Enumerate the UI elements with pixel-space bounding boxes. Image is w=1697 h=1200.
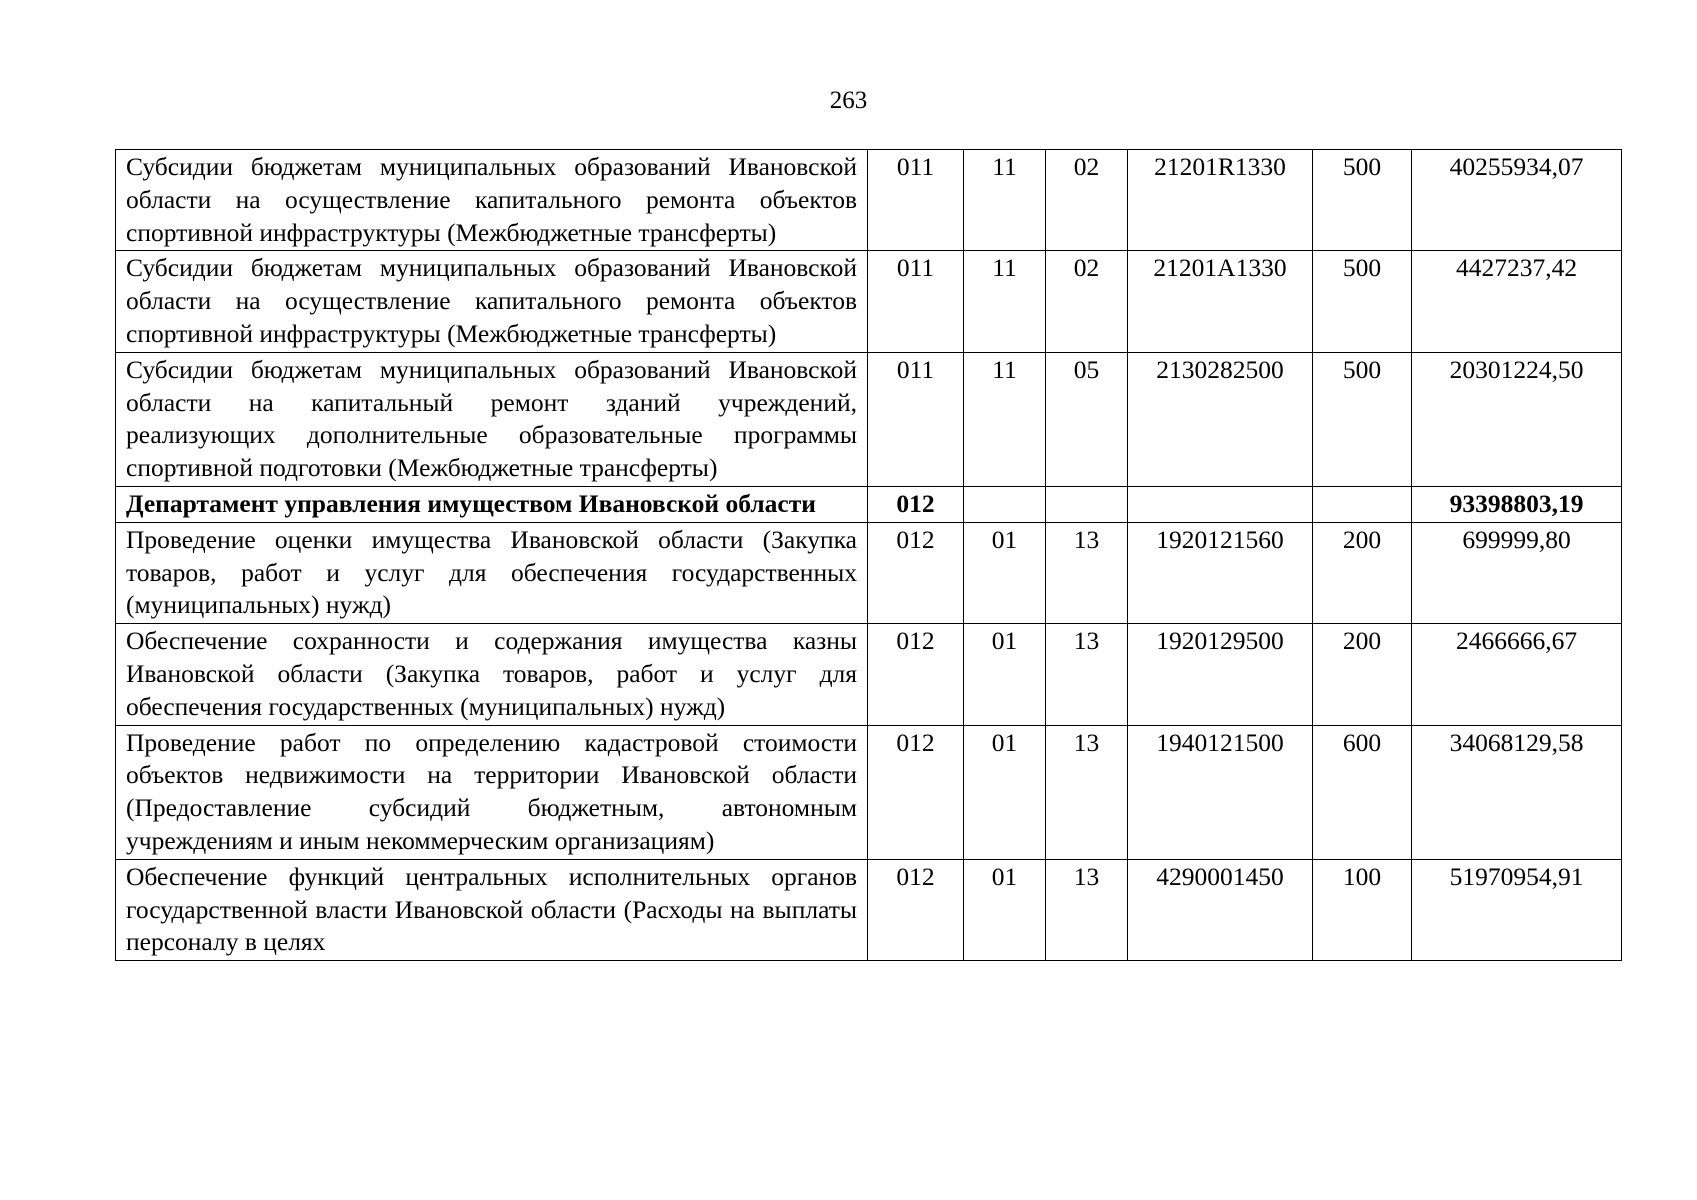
section-code: 01 bbox=[964, 624, 1046, 725]
page-number: 263 bbox=[829, 87, 868, 114]
ministry-code: 012 bbox=[868, 624, 964, 725]
amount: 699999,80 bbox=[1412, 522, 1622, 623]
subsection-code: 13 bbox=[1046, 624, 1128, 725]
row-name: Проведение работ по определению кадастровой стоимости объектов недвижимости на территории Ивановской области (Предоставление субсидий бюджетным, автономным учреждениям и иным некоммерческим организациям) bbox=[116, 725, 868, 859]
subsection-code: 13 bbox=[1046, 522, 1128, 623]
target-article-code: 1920121560 bbox=[1128, 522, 1313, 623]
row-name: Субсидии бюджетам муниципальных образований Ивановской области на осуществление капитального ремонта объектов спортивной инфраструктуры (Межбюджетные трансферты) bbox=[116, 150, 868, 251]
amount: 20301224,50 bbox=[1412, 352, 1622, 486]
amount: 51970954,91 bbox=[1412, 859, 1622, 960]
target-article-code: 2130282500 bbox=[1128, 352, 1313, 486]
ministry-code: 012 bbox=[868, 859, 964, 960]
row-name: Обеспечение функций центральных исполнительных органов государственной власти Ивановской области (Расходы на выплаты персоналу в целях bbox=[116, 859, 868, 960]
section-code: 11 bbox=[964, 251, 1046, 352]
ministry-code: 012 bbox=[868, 486, 964, 522]
table-row bbox=[116, 352, 1622, 486]
row-name: Субсидии бюджетам муниципальных образований Ивановской области на осуществление капитального ремонта объектов спортивной инфраструктуры (Межбюджетные трансферты) bbox=[116, 251, 868, 352]
expense-type-code: 100 bbox=[1313, 859, 1412, 960]
ministry-code: 011 bbox=[868, 150, 964, 251]
target-article-code bbox=[1128, 486, 1313, 522]
expense-type-code: 200 bbox=[1313, 522, 1412, 623]
expense-type-code bbox=[1313, 486, 1412, 522]
table-row bbox=[116, 859, 1622, 960]
amount: 4427237,42 bbox=[1412, 251, 1622, 352]
table-row bbox=[116, 725, 1622, 859]
target-article-code: 1920129500 bbox=[1128, 624, 1313, 725]
table-row bbox=[116, 624, 1622, 725]
expense-type-code: 500 bbox=[1313, 251, 1412, 352]
department-total-amount: 93398803,19 bbox=[1412, 486, 1622, 522]
target-article-code: 21201A1330 bbox=[1128, 251, 1313, 352]
subsection-code: 05 bbox=[1046, 352, 1128, 486]
section-code: 11 bbox=[964, 150, 1046, 251]
section-code: 01 bbox=[964, 522, 1046, 623]
budget-table bbox=[115, 149, 1622, 961]
target-article-code: 21201R1330 bbox=[1128, 150, 1313, 251]
table-row bbox=[116, 522, 1622, 623]
expense-type-code: 500 bbox=[1313, 150, 1412, 251]
section-code: 01 bbox=[964, 725, 1046, 859]
ministry-code: 012 bbox=[868, 522, 964, 623]
amount: 40255934,07 bbox=[1412, 150, 1622, 251]
expense-type-code: 500 bbox=[1313, 352, 1412, 486]
table-row bbox=[116, 150, 1622, 251]
ministry-code: 011 bbox=[868, 251, 964, 352]
ministry-code: 011 bbox=[868, 352, 964, 486]
row-name: Субсидии бюджетам муниципальных образований Ивановской области на капитальный ремонт зданий учреждений, реализующих дополнительные образовательные программы спортивной подготовки (Межбюджетные трансферты) bbox=[116, 352, 868, 486]
row-name: Обеспечение сохранности и содержания имущества казны Ивановской области (Закупка товаров, работ и услуг для обеспечения государственных (муниципальных) нужд) bbox=[116, 624, 868, 725]
section-code: 01 bbox=[964, 859, 1046, 960]
subsection-code: 02 bbox=[1046, 150, 1128, 251]
ministry-code: 012 bbox=[868, 725, 964, 859]
subsection-code: 13 bbox=[1046, 859, 1128, 960]
amount: 2466666,67 bbox=[1412, 624, 1622, 725]
target-article-code: 1940121500 bbox=[1128, 725, 1313, 859]
subsection-code: 02 bbox=[1046, 251, 1128, 352]
expense-type-code: 200 bbox=[1313, 624, 1412, 725]
amount: 34068129,58 bbox=[1412, 725, 1622, 859]
table-row bbox=[116, 251, 1622, 352]
department-name: Департамент управления имуществом Ивановской области bbox=[116, 486, 868, 522]
expense-type-code: 600 bbox=[1313, 725, 1412, 859]
section-code: 11 bbox=[964, 352, 1046, 486]
row-name: Проведение оценки имущества Ивановской области (Закупка товаров, работ и услуг для обеспечения государственных (муниципальных) нужд) bbox=[116, 522, 868, 623]
subsection-code bbox=[1046, 486, 1128, 522]
subsection-code: 13 bbox=[1046, 725, 1128, 859]
target-article-code: 4290001450 bbox=[1128, 859, 1313, 960]
table-row-department bbox=[116, 486, 1622, 522]
section-code bbox=[964, 486, 1046, 522]
